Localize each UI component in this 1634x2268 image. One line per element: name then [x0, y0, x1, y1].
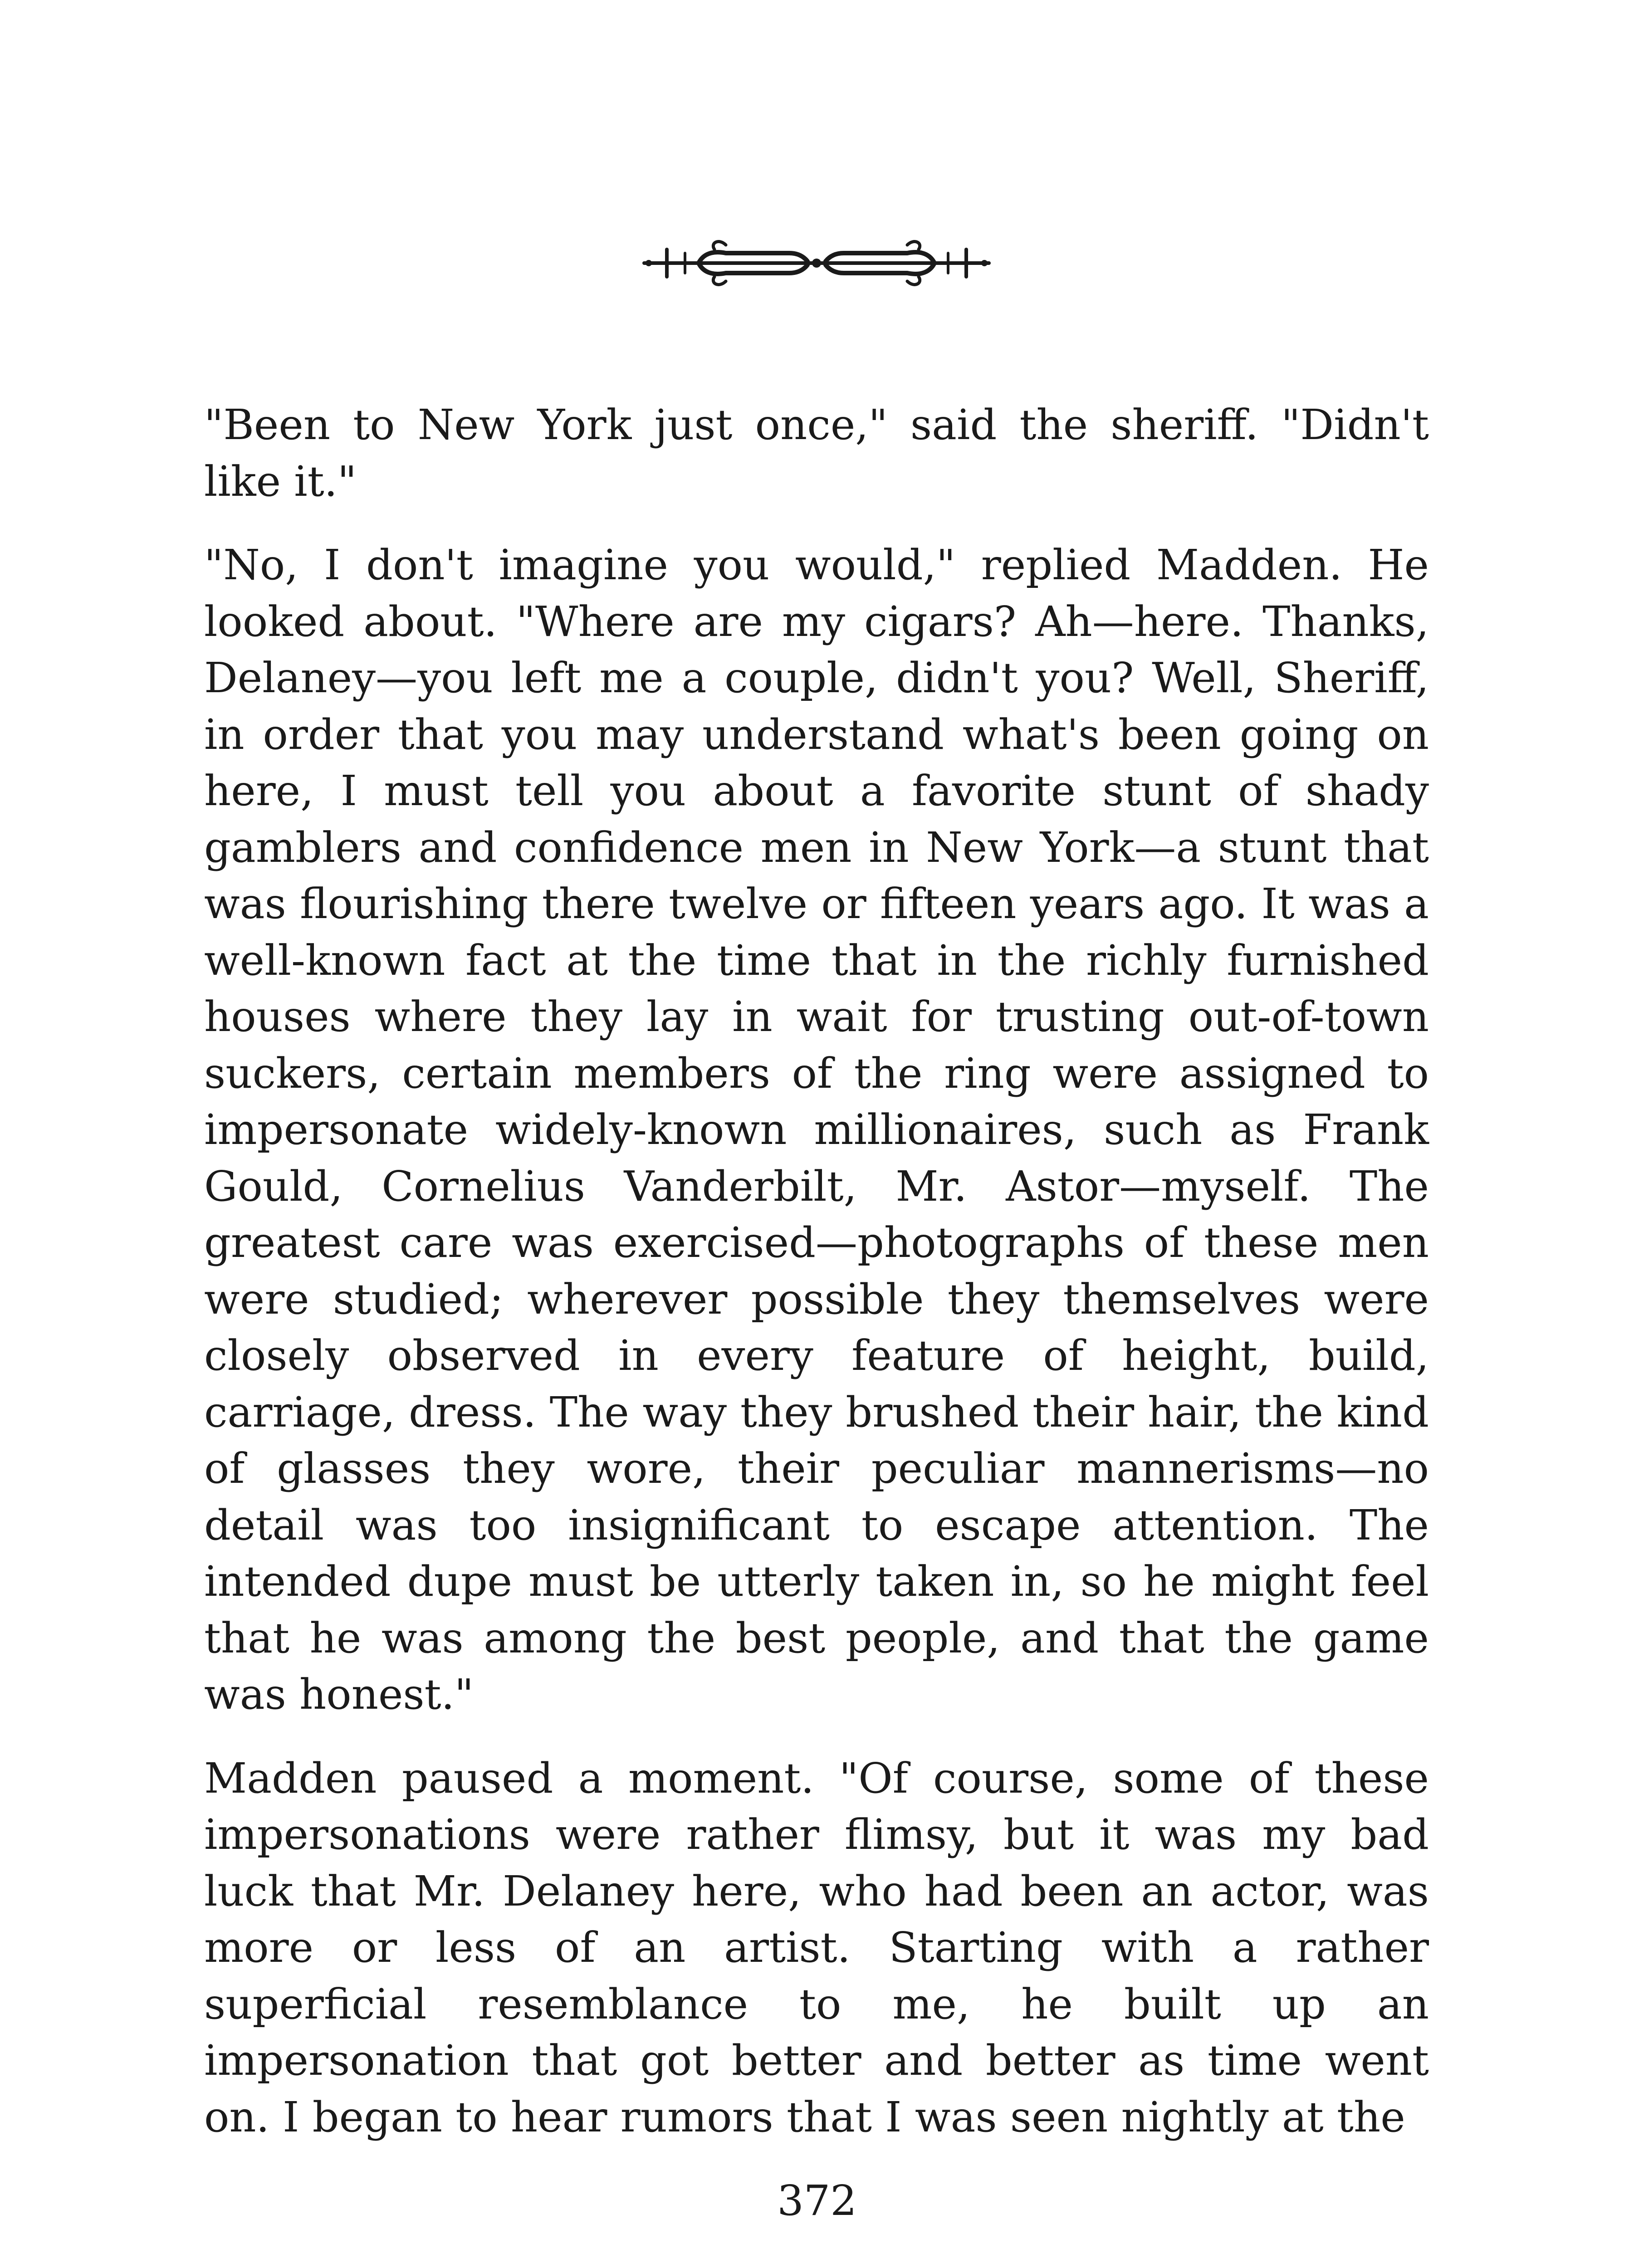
scroll-divider-ornament-icon [635, 218, 998, 308]
paragraph: Madden paused a moment. "Of course, some of these impersonations were rather flimsy, but it was my bad luck that Mr. Delaney here, who had been an actor, was more or less of an artist. Starting with a rather superficial resemblance to me, he built up an impersonation that got better and better as time went on. I began to hear rumors that I was seen nightly at the [204, 1754, 1429, 2141]
paragraph: "No, I don't imagine you would," replied Madden. He looked about. "Where are my cigars? Ah—here. Thanks, Delaney—you left me a couple, didn't you? Well, Sheriff, in order that you may understand what's been going on here, I must tell you about a favorite stunt of shady gamblers and confidence men in New York—a stunt that was flourishing there twelve or fifteen years ago. It was a well-known fact at the time that in the richly furnished houses where they lay in wait for trusting out-of-town suckers, certain members of the ring were assigned to impersonate widely-known millionaires, such as Frank Gould, Cornelius Vanderbilt, Mr. Astor—myself. The greatest care was exercised—photographs of these men were studied; wherever possible they themselves were closely observed in every feature of height, build, carriage, dress. The way they brushed their hair, the kind of glasses they wore, their peculiar mannerisms—no detail was too insignificant to escape attention. The intended dupe must be utterly taken in, so he might feel that he was among the best people, and that the game was honest." [204, 541, 1429, 1719]
paragraph: "Been to New York just once," said the sheriff. "Didn't like it." [204, 401, 1429, 506]
body-text [204, 397, 1429, 2173]
page-number: 372 [777, 2176, 857, 2225]
